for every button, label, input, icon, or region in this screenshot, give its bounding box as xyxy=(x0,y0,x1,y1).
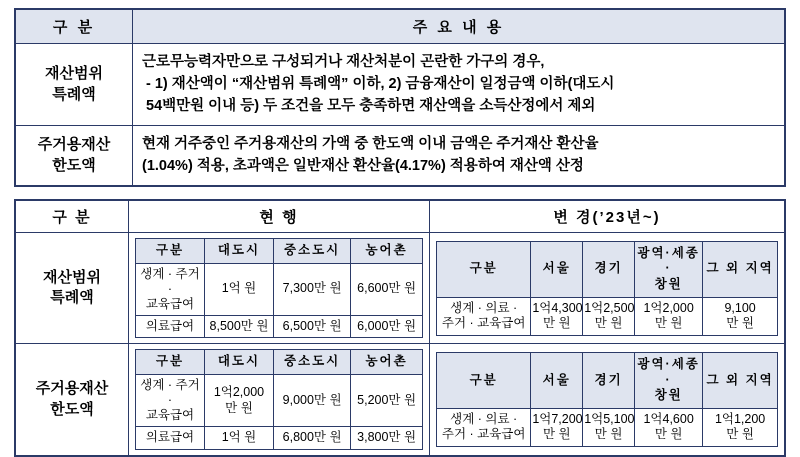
cell-value: 9,000만 원 xyxy=(273,375,350,427)
cell-value: 1억5,100 만 원 xyxy=(583,408,635,446)
cell-value: 6,600만 원 xyxy=(351,263,423,315)
table-row xyxy=(437,408,778,446)
col-header-current: 현 행 xyxy=(129,200,430,233)
inner-col-header-other: 그 외 지역 xyxy=(703,352,778,408)
current-cell-property-range xyxy=(129,233,430,344)
inner-col-header-other: 그 외 지역 xyxy=(703,241,778,297)
comparison-table-header xyxy=(15,200,785,233)
inner-col-header-seoul: 서울 xyxy=(531,241,583,297)
cell-value: 1억 원 xyxy=(204,427,273,450)
table-row xyxy=(437,297,778,335)
table-row xyxy=(136,239,423,264)
inner-col-header-seoul: 서울 xyxy=(531,352,583,408)
cell-value: 6,500만 원 xyxy=(273,315,350,338)
comparison-table-body xyxy=(15,233,785,456)
changed-cell-residential-limit xyxy=(430,344,786,456)
comparison-table xyxy=(14,199,786,457)
inner-col-header-rural: 농어촌 xyxy=(351,350,423,375)
table-row xyxy=(136,315,423,338)
table-row xyxy=(15,344,785,456)
inner-row-label: 생계 · 의료 · 주거 · 교육급여 xyxy=(437,297,531,335)
summary-table-body xyxy=(15,44,785,187)
table-row xyxy=(136,427,423,450)
summary-table xyxy=(14,8,786,187)
row-header-line2: 특례액 xyxy=(50,289,94,307)
cell-value: 1억7,200 만 원 xyxy=(531,408,583,446)
inner-col-header-rural: 농어촌 xyxy=(351,239,423,264)
row-header-residential-limit xyxy=(15,344,129,456)
content-line: (1.04%) 적용, 초과액은 일반재산 환산율(4.17%) 적용하여 재산액 산정 xyxy=(142,158,584,175)
inner-row-label: 생계 · 의료 · 주거 · 교육급여 xyxy=(437,408,531,446)
table-row xyxy=(15,126,785,187)
content-residential-limit xyxy=(133,126,786,187)
inner-col-header-metro-sejong-changwon: 광역·세종· 창원 xyxy=(635,241,703,297)
content-line: 현재 거주중인 주거용재산의 가액 중 한도액 이내 금액은 주거재산 환산율 xyxy=(142,136,599,153)
row-header-line2: 특례액 xyxy=(52,85,96,103)
cell-value: 1억1,200 만 원 xyxy=(703,408,778,446)
inner-row-label: 의료급여 xyxy=(136,315,205,338)
inner-col-header-midcity: 중소도시 xyxy=(273,239,350,264)
inner-col-header-category: 구분 xyxy=(136,239,205,264)
table-row xyxy=(15,44,785,126)
table-row xyxy=(15,9,785,44)
cell-value: 3,800만 원 xyxy=(351,427,423,450)
table-spacer xyxy=(14,187,786,199)
row-header-residential-limit xyxy=(15,126,133,187)
table-row xyxy=(15,200,785,233)
changed-cell-property-range xyxy=(430,233,786,344)
current-table-residential-limit xyxy=(135,349,423,449)
row-header-line1: 주거용재산 xyxy=(37,136,111,154)
row-header-line2: 한도액 xyxy=(50,400,94,418)
cell-value: 1억4,600 만 원 xyxy=(635,408,703,446)
table-row xyxy=(136,375,423,427)
table-row xyxy=(437,352,778,408)
cell-value: 9,100 만 원 xyxy=(703,297,778,335)
inner-col-header-category: 구분 xyxy=(437,352,531,408)
table-row xyxy=(15,233,785,344)
changed-table-property-range xyxy=(436,241,778,336)
table-row xyxy=(136,350,423,375)
current-table-property-range xyxy=(135,238,423,338)
row-header-line2: 한도액 xyxy=(52,156,96,174)
cell-value: 6,000만 원 xyxy=(351,315,423,338)
inner-row-label: 생계 · 주거 · 교육급여 xyxy=(136,263,205,315)
inner-col-header-metro-sejong-changwon: 광역·세종· 창원 xyxy=(635,352,703,408)
inner-col-header-midcity: 중소도시 xyxy=(273,350,350,375)
cell-value: 1억2,500 만 원 xyxy=(583,297,635,335)
row-header-line1: 주거용재산 xyxy=(35,380,109,398)
inner-col-header-metro: 대도시 xyxy=(204,239,273,264)
table-row xyxy=(136,263,423,315)
content-line: - 1) 재산액이 “재산범위 특례액” 이하, 2) 금융재산이 일정금액 이하(대도시 xyxy=(146,76,615,93)
table-row xyxy=(437,241,778,297)
inner-col-header-gyeonggi: 경기 xyxy=(583,352,635,408)
cell-value: 1억2,000 만 원 xyxy=(635,297,703,335)
cell-value: 5,200만 원 xyxy=(351,375,423,427)
cell-value: 1억 원 xyxy=(204,263,273,315)
inner-col-header-metro: 대도시 xyxy=(204,350,273,375)
content-property-range xyxy=(133,44,786,126)
col-header-changed: 변 경(’23년~) xyxy=(430,200,786,233)
content-line: 54백만원 이내 등) 두 조건을 모두 충족하면 재산액을 소득산정에서 제외 xyxy=(146,98,596,115)
row-header-line1: 재산범위 xyxy=(43,269,101,287)
col-header-category: 구 분 xyxy=(15,200,129,233)
inner-col-header-gyeonggi: 경기 xyxy=(583,241,635,297)
col-header-category: 구 분 xyxy=(15,9,133,44)
changed-table-residential-limit xyxy=(436,352,778,447)
summary-table-header xyxy=(15,9,785,44)
row-header-property-range xyxy=(15,44,133,126)
row-header-property-range xyxy=(15,233,129,344)
inner-col-header-category: 구분 xyxy=(136,350,205,375)
cell-value: 8,500만 원 xyxy=(204,315,273,338)
inner-col-header-category: 구분 xyxy=(437,241,531,297)
inner-row-label: 의료급여 xyxy=(136,427,205,450)
col-header-content: 주 요 내 용 xyxy=(133,9,786,44)
cell-value: 1억2,000 만 원 xyxy=(204,375,273,427)
cell-value: 1억4,300 만 원 xyxy=(531,297,583,335)
inner-row-label: 생계 · 주거 · 교육급여 xyxy=(136,375,205,427)
current-cell-residential-limit xyxy=(129,344,430,456)
content-line: 근로무능력자만으로 구성되거나 재산처분이 곤란한 가구의 경우, xyxy=(142,54,545,70)
cell-value: 6,800만 원 xyxy=(273,427,350,450)
cell-value: 7,300만 원 xyxy=(273,263,350,315)
row-header-line1: 재산범위 xyxy=(45,65,103,83)
